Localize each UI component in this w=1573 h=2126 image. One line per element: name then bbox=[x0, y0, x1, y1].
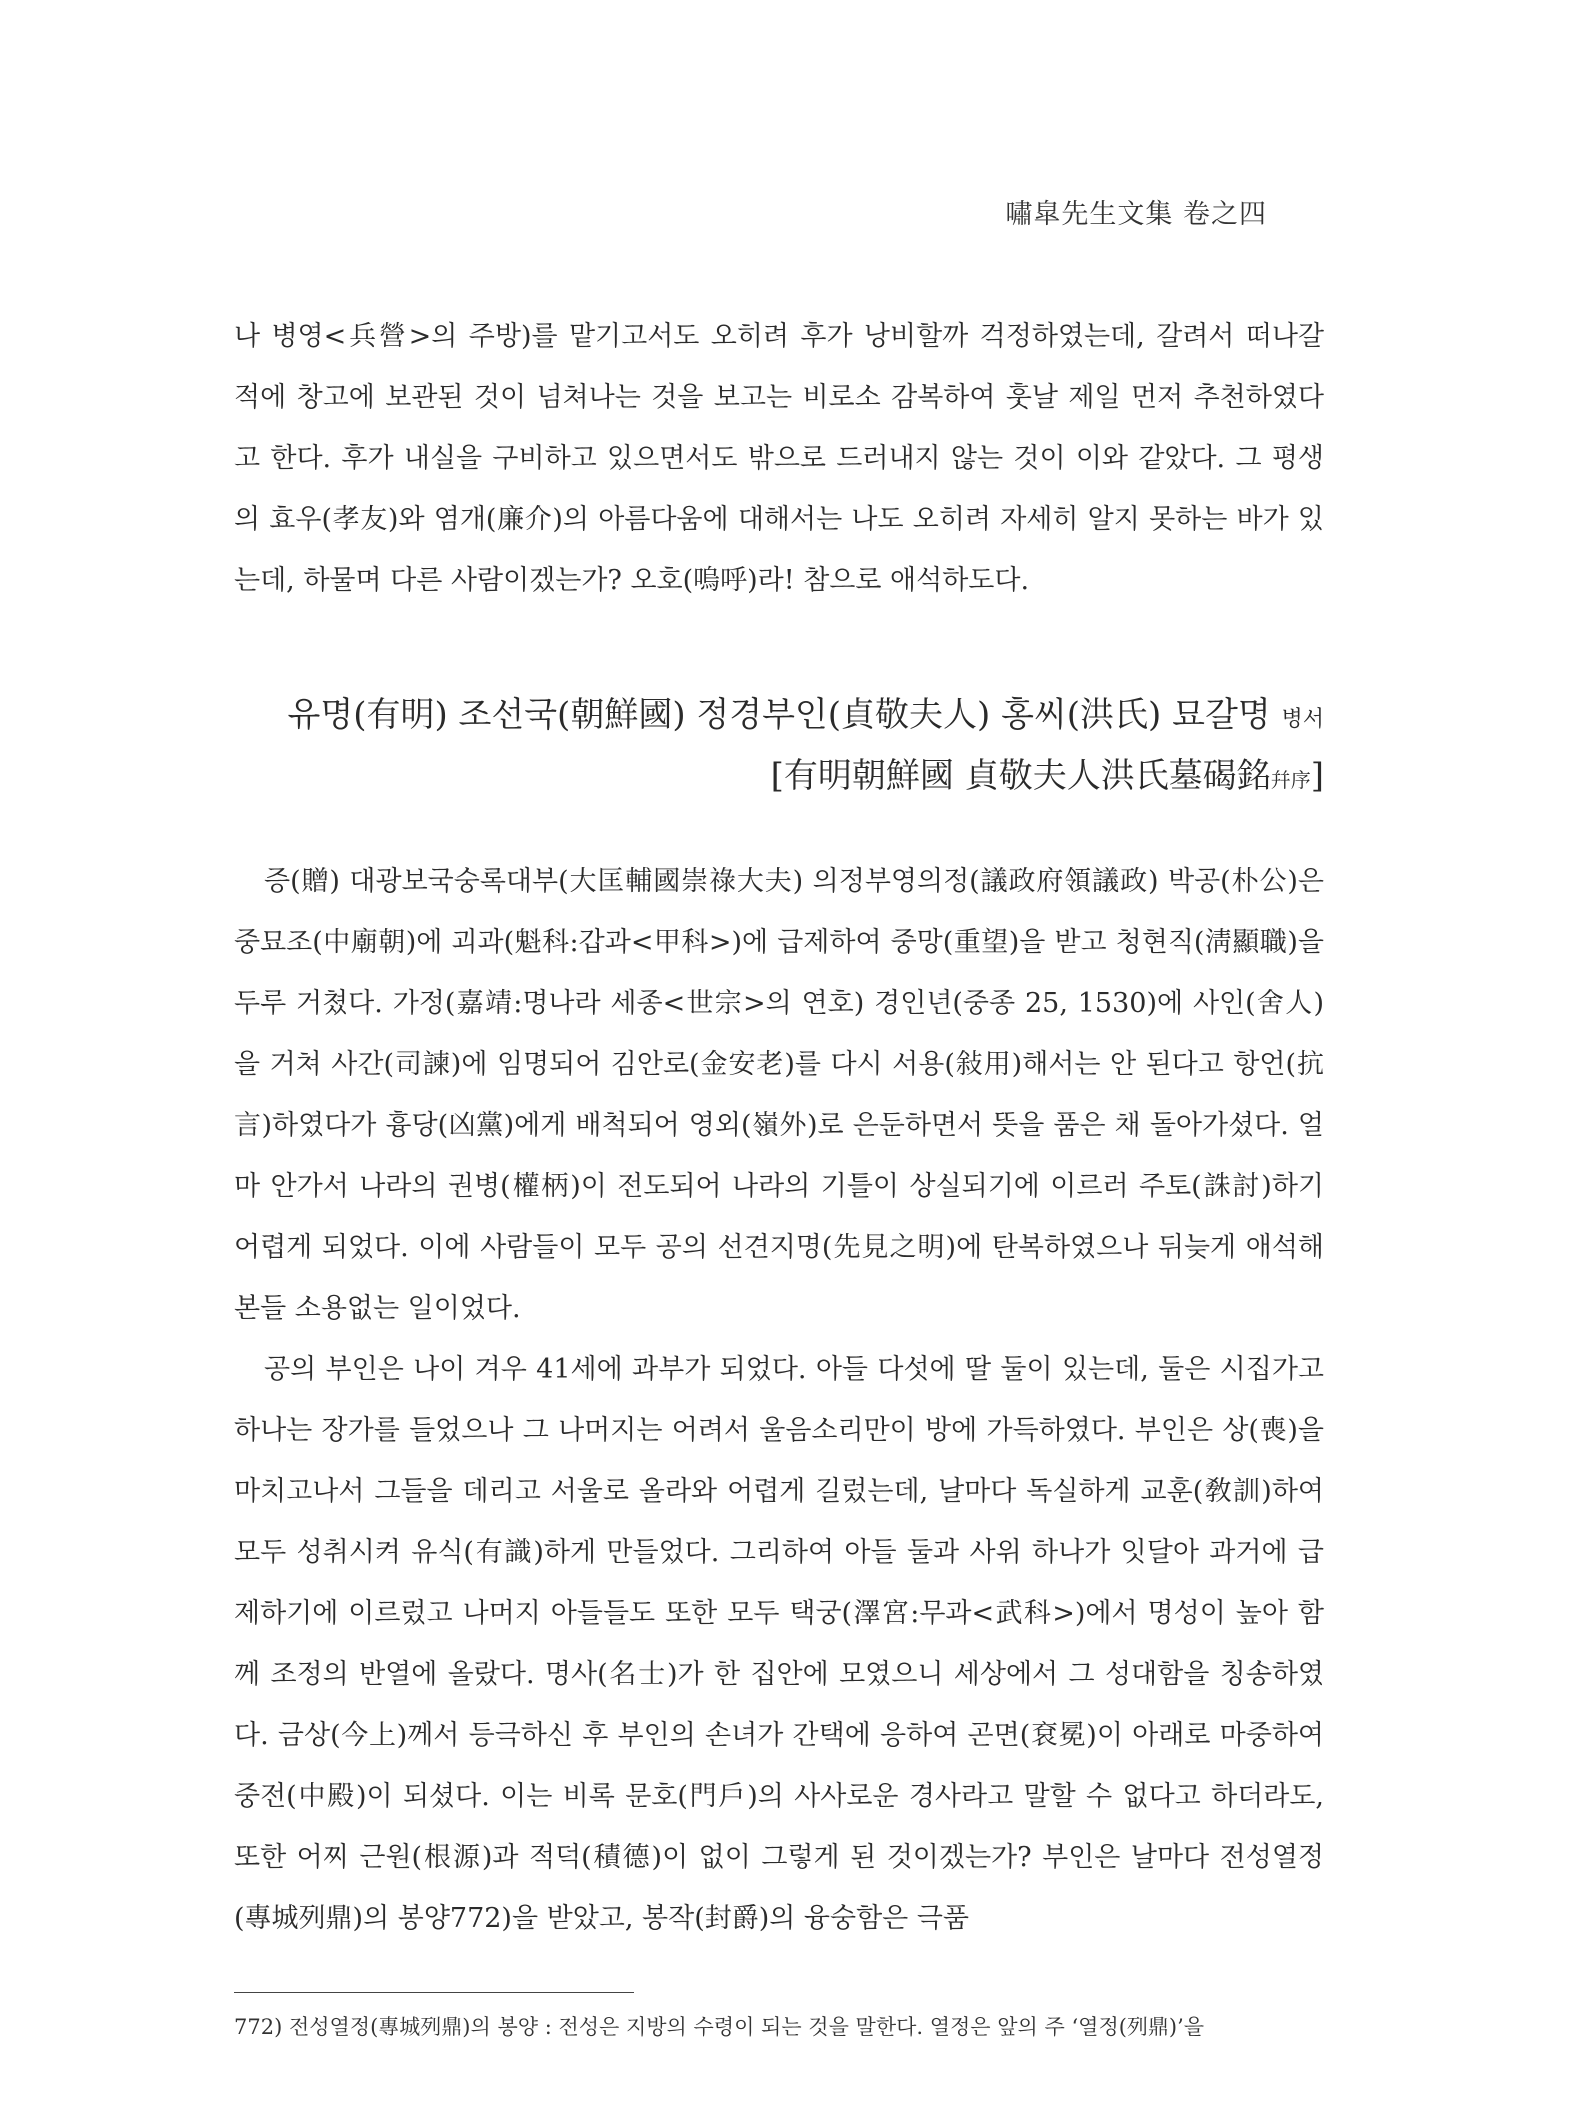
title-hanja-close: ] bbox=[1310, 756, 1324, 796]
footnote: 772) 전성열정(專城列鼎)의 봉양 : 전성은 지방의 수령이 되는 것을 말한다. 열정은 앞의 주 ‘열정(列鼎)’을 bbox=[234, 2015, 1205, 2039]
running-head: 嘯皐先生文集 卷之四 bbox=[1005, 199, 1267, 230]
title-hanja: [有明朝鮮國 貞敬夫人洪氏墓碣銘 bbox=[770, 756, 1271, 796]
title-korean: 유명(有明) 조선국(朝鮮國) 정경부인(貞敬夫人) 홍씨(洪氏) 묘갈명 bbox=[287, 695, 1271, 735]
main-text-block bbox=[234, 851, 1324, 1949]
title-korean-line bbox=[234, 687, 1324, 748]
upper-text-block bbox=[234, 306, 1324, 611]
paragraph: 증(贈) 대광보국숭록대부(大匡輔國崇祿大夫) 의정부영의정(議政府領議政) 박공(朴公)은 중묘조(中廟朝)에 괴과(魁科:갑과<甲科>)에 급제하여 중망(重望)을 받고 청현직(淸顯職)을 두루 거쳤다. 가정(嘉靖:명나라 세종<世宗>의 연호) 경인년(중종 25, 1530)에 사인(舍人)을 거쳐 사간(司諫)에 임명되어 김안로(金安老)를 다시 서용(敍用)해서는 안 된다고 항언(抗言)하였다가 흉당(凶黨)에게 배척되어 영외(嶺外)로 은둔하면서 뜻을 품은 채 돌아가셨다. 얼마 안가서 나라의 권병(權柄)이 전도되어 나라의 기틀이 상실되기에 이르러 주토(誅討)하기 어렵게 되었다. 이에 사람들이 모두 공의 선견지명(先見之明)에 탄복하였으나 뒤늦게 애석해본들 소용없는 일이었다. bbox=[234, 866, 1324, 1324]
paragraph: 공의 부인은 나이 겨우 41세에 과부가 되었다. 아들 다섯에 딸 둘이 있는데, 둘은 시집가고 하나는 장가를 들었으나 그 나머지는 어려서 울음소리만이 방에 가득하였다. 부인은 상(喪)을 마치고나서 그들을 데리고 서울로 올라와 어렵게 길렀는데, 날마다 독실하게 교훈(敎訓)하여 모두 성취시켜 유식(有識)하게 만들었다. 그리하여 아들 둘과 사위 하나가 잇달아 과거에 급제하기에 이르렀고 나머지 아들들도 또한 모두 택궁(澤宮:무과<武科>)에서 명성이 높아 함께 조정의 반열에 올랐다. 명사(名士)가 한 집안에 모였으니 세상에서 그 성대함을 칭송하였다. 금상(今上)께서 등극하신 후 부인의 손녀가 간택에 응하여 곤면(袞冕)이 아래로 마중하여 중전(中殿)이 되셨다. 이는 비록 문호(門戶)의 사사로운 경사라고 말할 수 없다고 하더라도, 또한 어찌 근원(根源)과 적덕(積德)이 없이 그렇게 된 것이겠는가? 부인은 날마다 전성열정(專城列鼎)의 봉양772)을 받았고, 봉작(封爵)의 융숭함은 극품 bbox=[234, 1354, 1324, 1934]
title-korean-suffix: 병서 bbox=[1281, 707, 1324, 732]
title-hanja-suffix: 幷序 bbox=[1270, 768, 1311, 792]
footnote-divider bbox=[234, 1992, 634, 1993]
paragraph: 나 병영<兵營>의 주방)를 맡기고서도 오히려 후가 낭비할까 걱정하였는데, 갈려서 떠나갈 적에 창고에 보관된 것이 넘쳐나는 것을 보고는 비로소 감복하여 훗날 제일 먼저 추천하였다고 한다. 후가 내실을 구비하고 있으면서도 밖으로 드러내지 않는 것이 이와 같았다. 그 평생의 효우(孝友)와 염개(廉介)의 아름다움에 대해서는 나도 오히려 자세히 알지 못하는 바가 있는데, 하물며 다른 사람이겠는가? 오호(嗚呼)라! 참으로 애석하도다. bbox=[234, 321, 1324, 596]
title-hanja-line bbox=[234, 748, 1324, 808]
epitaph-title bbox=[234, 687, 1324, 808]
